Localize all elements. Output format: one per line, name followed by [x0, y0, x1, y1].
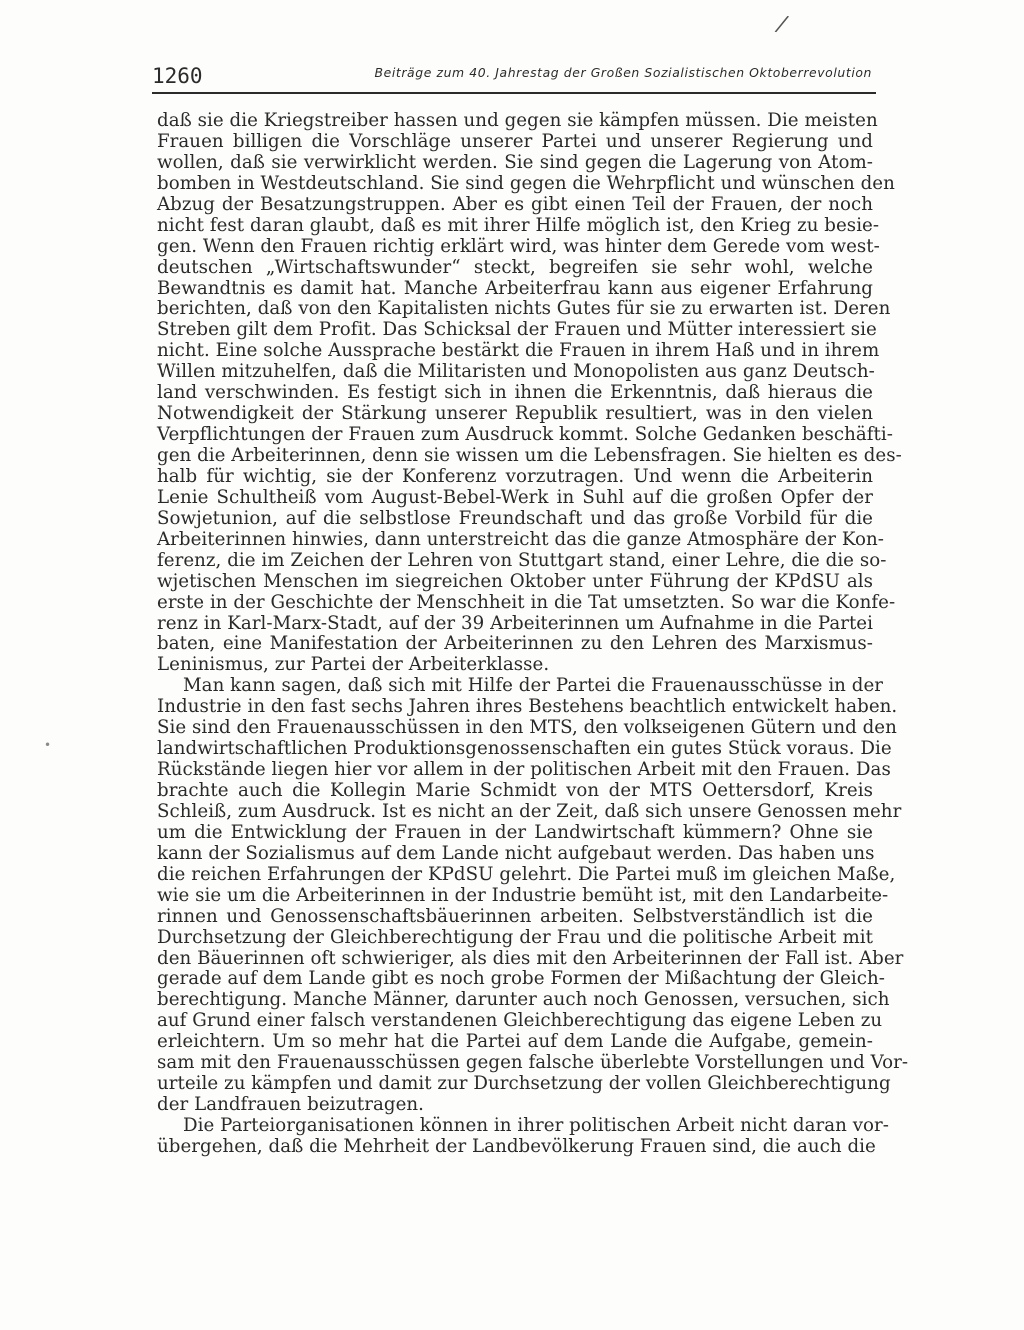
text-line: Die Parteiorganisationen können in ihrer politischen Arbeit nicht daran vor-	[183, 1115, 889, 1136]
text-line: erleichtern. Um so mehr hat die Partei auf dem Lande die Aufgabe, gemein-	[157, 1031, 873, 1053]
text-line: Leninismus, zur Partei der Arbeiterklasse.	[157, 654, 550, 676]
text-line: gen. Wenn den Frauen richtig erklärt wird, was hinter dem Gerede vom west-	[157, 235, 880, 257]
paragraph	[157, 110, 902, 676]
page-number: 1260	[152, 64, 203, 88]
text-line: Durchsetzung der Gleichberechtigung der Frau und die politische Arbeit mit	[157, 926, 873, 948]
text-line: berechtigung. Manche Männer, darunter auch noch Genossen, versuchen, sich	[157, 989, 890, 1011]
text-line: nicht. Eine solche Aussprache bestärkt die Frauen in ihrem Haß und in ihrem	[157, 340, 880, 362]
text-line: urteile zu kämpfen und damit zur Durchsetzung der vollen Gleichberechtigung	[157, 1073, 891, 1095]
text-line: land verschwinden. Es festigt sich in ihnen die Erkenntnis, daß hieraus die	[157, 382, 873, 404]
text-line: Willen mitzuhelfen, daß die Militaristen und Monopolisten aus ganz Deutsch-	[157, 361, 875, 383]
handwritten-mark: /	[775, 11, 788, 38]
text-line: Rückstände liegen hier vor allem in der politischen Arbeit mit den Frauen. Das	[157, 759, 891, 781]
text-line: um die Entwicklung der Frauen in der Landwirtschaft kümmern? Ohne sie	[157, 821, 873, 843]
paragraph	[157, 1115, 889, 1158]
text-line: halb für wichtig, sie der Konferenz vorzutragen. Und wenn die Arbeiterin	[157, 465, 873, 487]
text-line: gen die Arbeiterinnen, denn sie wissen um die Lebensfragen. Sie hielten es des-	[157, 445, 902, 466]
text-line: Abzug der Besatzungstruppen. Aber es gibt einen Teil der Frauen, der noch	[157, 193, 873, 215]
print-speck: •	[44, 738, 52, 752]
text-line: nicht fest daran glaubt, daß es mit ihrer Hilfe möglich ist, den Krieg zu besie-	[157, 214, 880, 236]
text-line: Streben gilt dem Profit. Das Schicksal der Frauen und Mütter interessiert sie	[157, 319, 877, 341]
body-text	[157, 110, 909, 1158]
text-line: Bewandtnis es damit hat. Manche Arbeiterfrau kann aus eigener Erfahrung	[157, 277, 873, 299]
text-line: Arbeiterinnen hinwies, dann unterstreicht das die ganze Atmosphäre der Kon-	[157, 528, 884, 550]
text-line: landwirtschaftlichen Produktionsgenossenschaften ein gutes Stück voraus. Die	[157, 738, 892, 760]
text-line: Sie sind den Frauenausschüssen in den MTS, den volkseigenen Gütern und den	[157, 717, 897, 739]
text-line: Notwendigkeit der Stärkung unserer Republik resultiert, was in den vielen	[157, 403, 873, 425]
running-title: Beiträge zum 40. Jahrestag der Großen Sozialistischen Oktoberrevolution	[374, 65, 872, 80]
text-line: ferenz, die im Zeichen der Lehren von Stuttgart stand, einer Lehre, die die so-	[157, 549, 887, 571]
paragraph	[157, 675, 909, 1116]
text-line: Verpflichtungen der Frauen zum Ausdruck kommt. Solche Gedanken beschäfti-	[157, 424, 893, 446]
page-header	[152, 62, 876, 94]
text-line: renz in Karl-Marx-Stadt, auf der 39 Arbeiterinnen um Aufnahme in die Partei	[157, 612, 873, 634]
text-line: die reichen Erfahrungen der KPdSU gelehrt. Die Partei muß im gleichen Maße,	[157, 863, 896, 885]
text-line: bomben in Westdeutschland. Sie sind gegen die Wehrpflicht und wünschen den	[157, 172, 895, 194]
text-line: der Landfrauen beizutragen.	[157, 1094, 425, 1116]
text-line: wie sie um die Arbeiterinnen in der Industrie bemüht ist, mit den Landarbeite-	[157, 884, 889, 906]
text-line: kann der Sozialismus auf dem Lande nicht aufgebaut werden. Das haben uns	[157, 842, 875, 864]
text-line: wjetischen Menschen im siegreichen Oktober unter Führung der KPdSU als	[157, 570, 873, 592]
text-line: wollen, daß sie verwirklicht werden. Sie sind gegen die Lagerung von Atom-	[157, 151, 873, 173]
text-line: deutschen „Wirtschaftswunder“ steckt, begreifen sie sehr wohl, welche	[157, 256, 873, 278]
text-line: daß sie die Kriegstreiber hassen und gegen sie kämpfen müssen. Die meisten	[157, 110, 878, 131]
text-line: brachte auch die Kollegin Marie Schmidt von der MTS Oettersdorf, Kreis	[157, 780, 873, 801]
text-line: den Bäuerinnen oft schwieriger, als dies mit den Arbeiterinnen der Fall ist. Aber	[157, 947, 904, 969]
text-line: übergehen, daß die Mehrheit der Landbevölkerung Frauen sind, die auch die	[157, 1135, 876, 1157]
text-line: Schleiß, zum Ausdruck. Ist es nicht an der Zeit, daß sich unsere Genossen mehr	[157, 800, 902, 822]
text-line: Lenie Schultheiß vom August-Bebel-Werk in Suhl auf die großen Opfer der	[157, 486, 873, 508]
text-line: Frauen billigen die Vorschläge unserer Partei und unserer Regierung und	[157, 130, 873, 152]
text-line: Sowjetunion, auf die selbstlose Freundschaft und das große Vorbild für die	[157, 507, 873, 529]
text-line: erste in der Geschichte der Menschheit in die Tat umsetzten. So war die Konfe-	[157, 591, 896, 613]
text-line: rinnen und Genossenschaftsbäuerinnen arbeiten. Selbstverständlich ist die	[157, 905, 873, 927]
text-line: Man kann sagen, daß sich mit Hilfe der Partei die Frauenausschüsse in der	[183, 675, 884, 697]
text-line: berichten, daß von den Kapitalisten nichts Gutes für sie zu erwarten ist. Deren	[157, 298, 891, 320]
text-line: sam mit den Frauenausschüssen gegen falsche überlebte Vorstellungen und Vor-	[157, 1052, 909, 1074]
text-line: gerade auf dem Lande gibt es noch grobe Formen der Mißachtung der Gleich-	[157, 968, 885, 990]
text-line: baten, eine Manifestation der Arbeiterinnen zu den Lehren des Marxismus-	[157, 633, 873, 655]
text-line: auf Grund einer falsch verstandenen Gleichberechtigung das eigene Leben zu	[157, 1010, 883, 1032]
text-line: Industrie in den fast sechs Jahren ihres Bestehens beachtlich entwickelt haben.	[157, 696, 898, 718]
